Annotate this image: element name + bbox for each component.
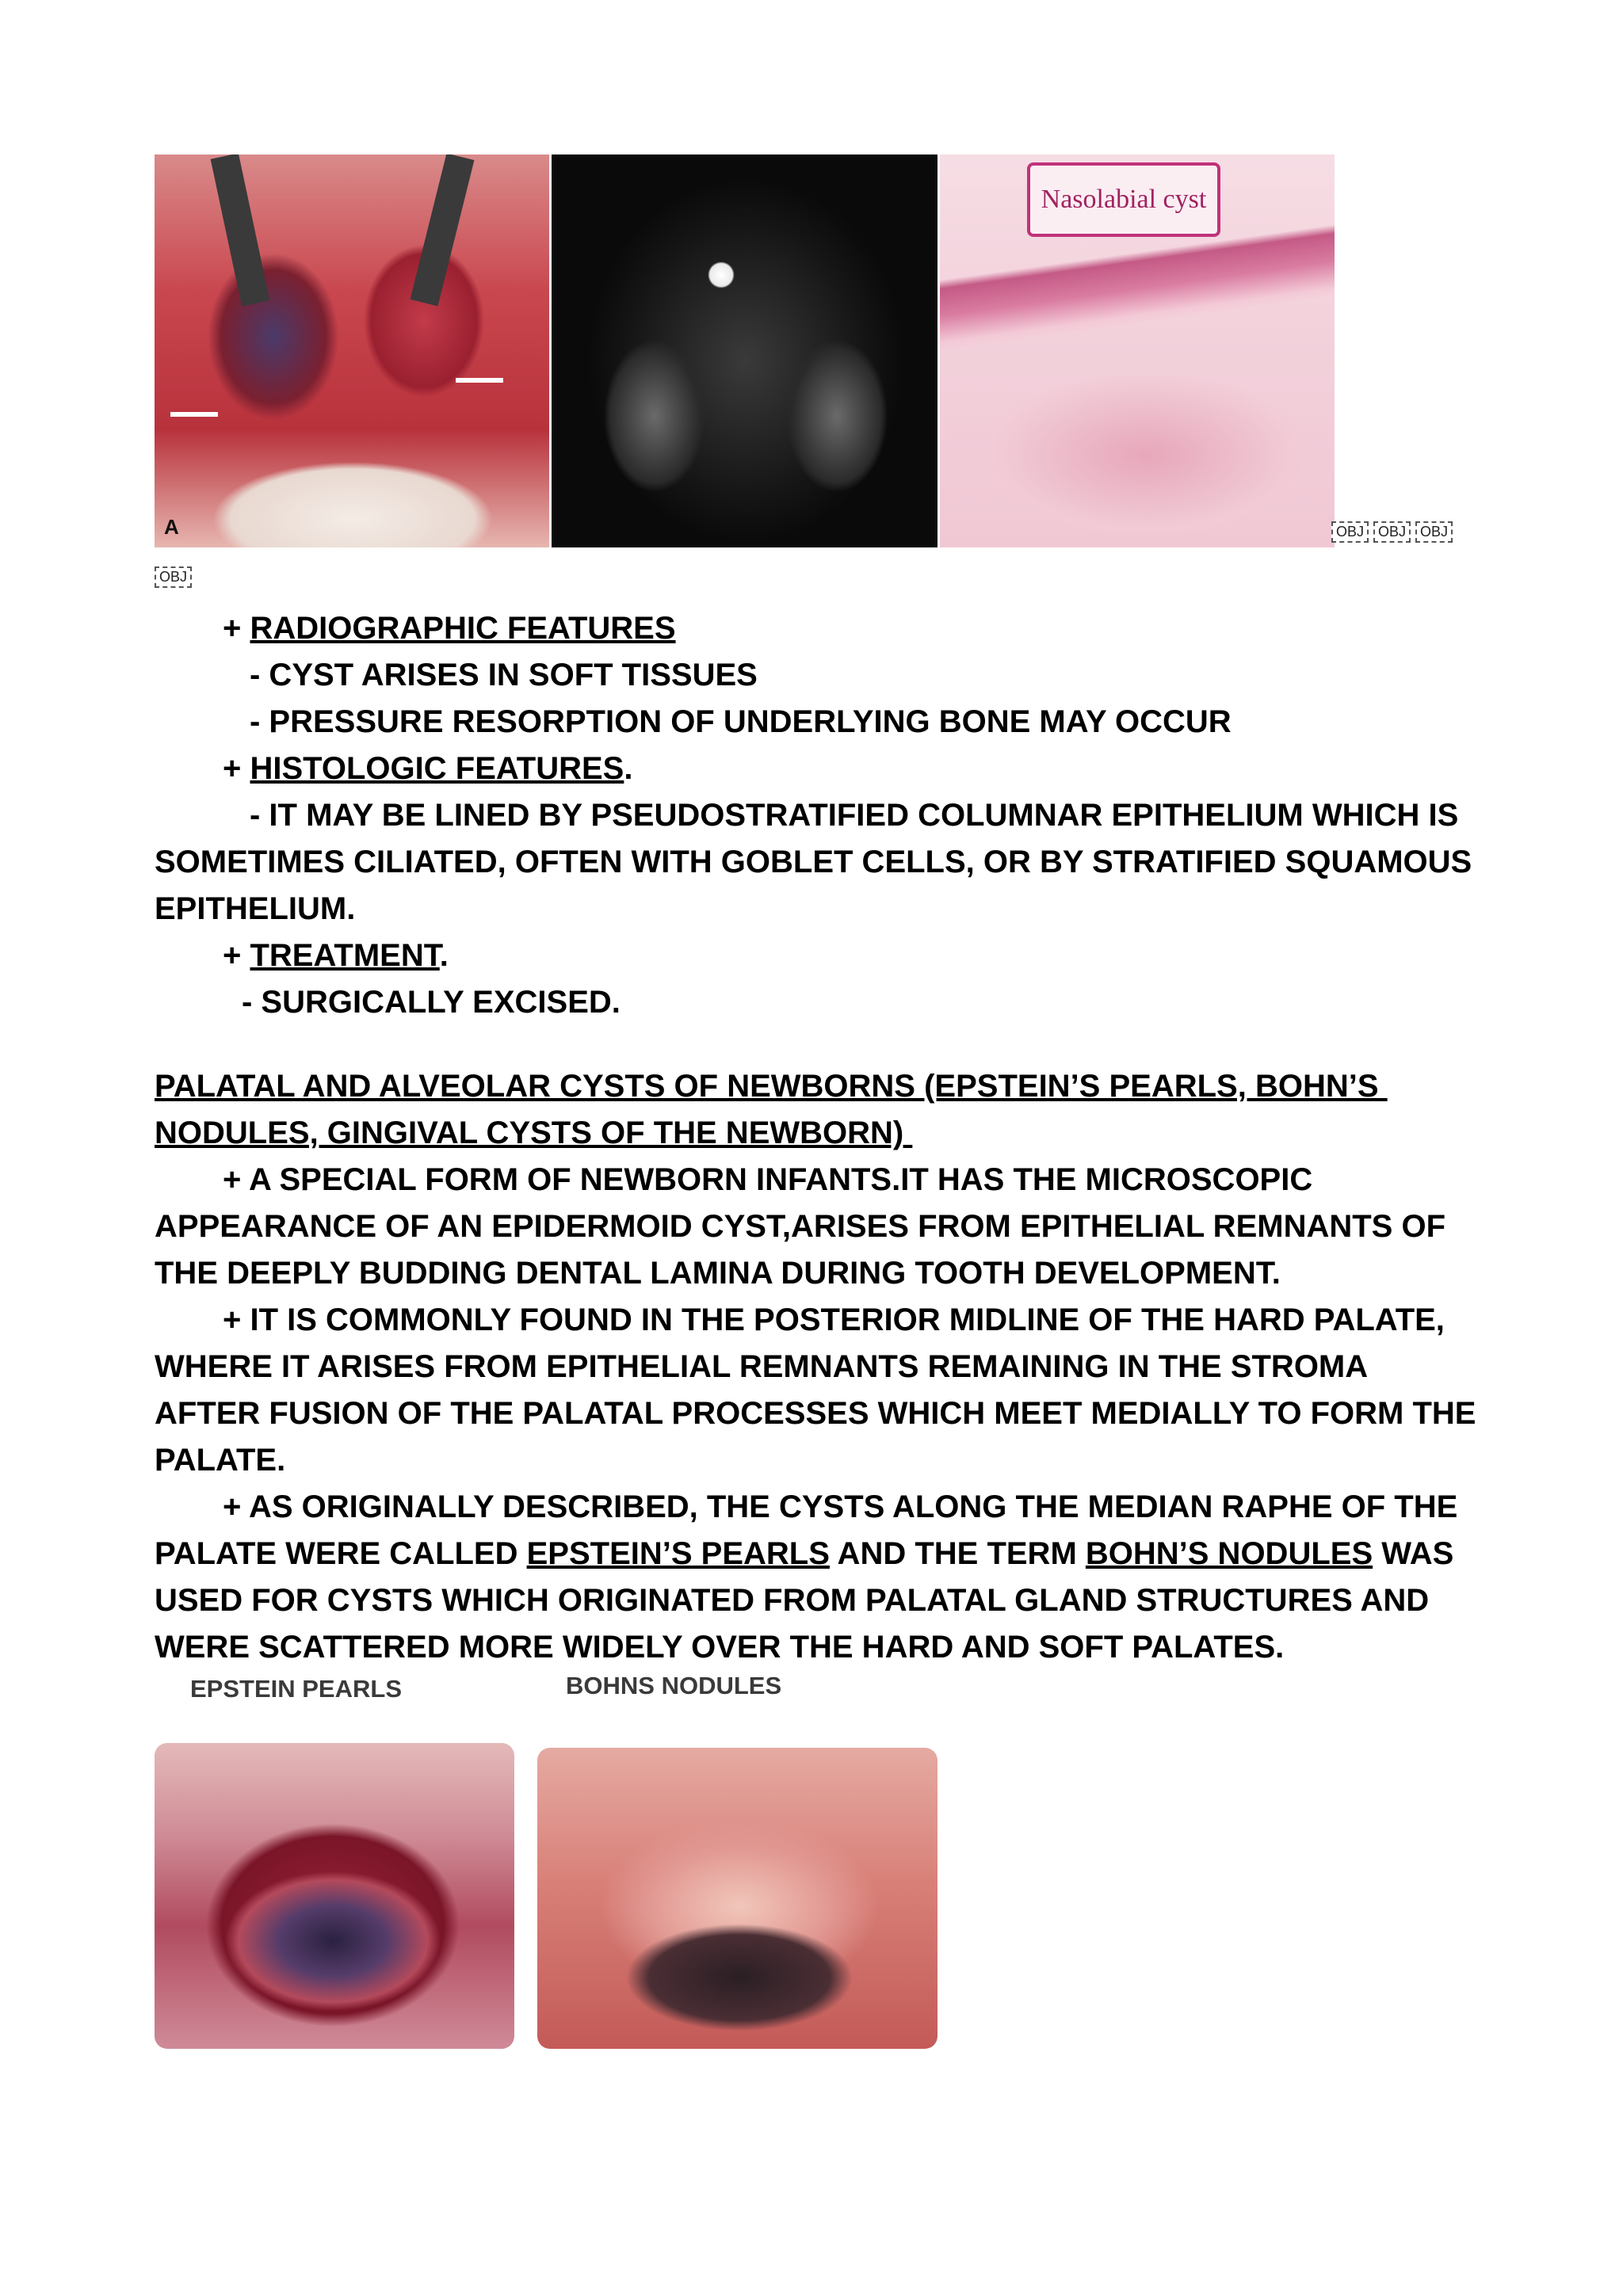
paragraph-line: APPEARANCE OF AN EPIDERMOID CYST,ARISES FROM EPITHELIAL REMNANTS OF [155,1209,1446,1244]
caption-epstein-pearls: EPSTEIN PEARLS [190,1675,402,1703]
section-title-line: PALATAL AND ALVEOLAR CYSTS OF NEWBORNS (EPSTEIN’S PEARLS, BOHN’S [155,1069,1388,1104]
caption-bohns-nodules: BOHNS NODULES [566,1672,782,1699]
section-title-line: NODULES, GINGIVAL CYSTS OF THE NEWBORN) [155,1116,913,1150]
paragraph-line: - IT MAY BE LINED BY PSEUDOSTRATIFIED COLUMNAR EPITHELIUM WHICH IS [250,798,1459,833]
treatment-heading: + TREATMENT. [223,938,449,973]
paragraph-line: PALATE WERE CALLED EPSTEIN’S PEARLS AND THE TERM BOHN’S NODULES WAS [155,1536,1454,1571]
histology-image [940,154,1335,547]
list-item: - PRESSURE RESORPTION OF UNDERLYING BONE MAY OCCUR [250,704,1232,739]
paragraph-line: THE DEEPLY BUDDING DENTAL LAMINA DURING TOOTH DEVELOPMENT. [155,1256,1281,1291]
histology-label: Nasolabial cyst [1027,162,1220,237]
object-marker: OBJ [1373,521,1411,543]
radiographic-heading: + RADIOGRAPHIC FEATURES [223,611,676,646]
paragraph-line: PALATE. [155,1443,286,1478]
object-marker: OBJ [155,566,192,588]
object-markers [1331,521,1453,543]
arrow-left [170,412,218,417]
paragraph-line: + IT IS COMMONLY FOUND IN THE POSTERIOR MIDLINE OF THE HARD PALATE, [223,1302,1445,1337]
object-marker: OBJ [1331,521,1369,543]
paragraph-line: EPITHELIUM. [155,891,356,926]
term-bohns-nodules: BOHN’S NODULES [1085,1536,1373,1571]
histologic-heading: + HISTOLOGIC FEATURES. [223,751,633,786]
section-palatal-cysts [155,1063,1476,1671]
epstein-pearls-photo [155,1743,514,2049]
paragraph-line: SOMETIMES CILIATED, OFTEN WITH GOBLET CELLS, OR BY STRATIFIED SQUAMOUS [155,845,1472,879]
retractor-left [211,154,270,307]
paragraph-line: AFTER FUSION OF THE PALATAL PROCESSES WHICH MEET MEDIALLY TO FORM THE [155,1396,1476,1431]
bohns-nodules-photo [537,1748,938,2049]
retractor-right [411,154,475,307]
surgical-photo [155,154,549,547]
arrow-right [456,378,503,383]
paragraph-line: WHERE IT ARISES FROM EPITHELIAL REMNANTS REMAINING IN THE STROMA [155,1349,1369,1384]
paragraph-line: + AS ORIGINALLY DESCRIBED, THE CYSTS ALONG THE MEDIAN RAPHE OF THE [223,1489,1458,1524]
figure-letter: A [164,515,179,539]
mri-scan-image [549,154,940,547]
section-radiographic-histologic [155,605,1470,1026]
list-item: - SURGICALLY EXCISED. [242,985,621,1020]
paragraph-line: WERE SCATTERED MORE WIDELY OVER THE HARD AND SOFT PALATES. [155,1630,1285,1665]
object-marker: OBJ [1415,521,1453,543]
top-figure-strip [155,154,1335,547]
term-epstein-pearls: EPSTEIN’S PEARLS [526,1536,830,1571]
paragraph-line: + A SPECIAL FORM OF NEWBORN INFANTS.IT HAS THE MICROSCOPIC [223,1162,1313,1197]
paragraph-line: USED FOR CYSTS WHICH ORIGINATED FROM PALATAL GLAND STRUCTURES AND [155,1583,1430,1618]
list-item: - CYST ARISES IN SOFT TISSUES [250,658,758,692]
